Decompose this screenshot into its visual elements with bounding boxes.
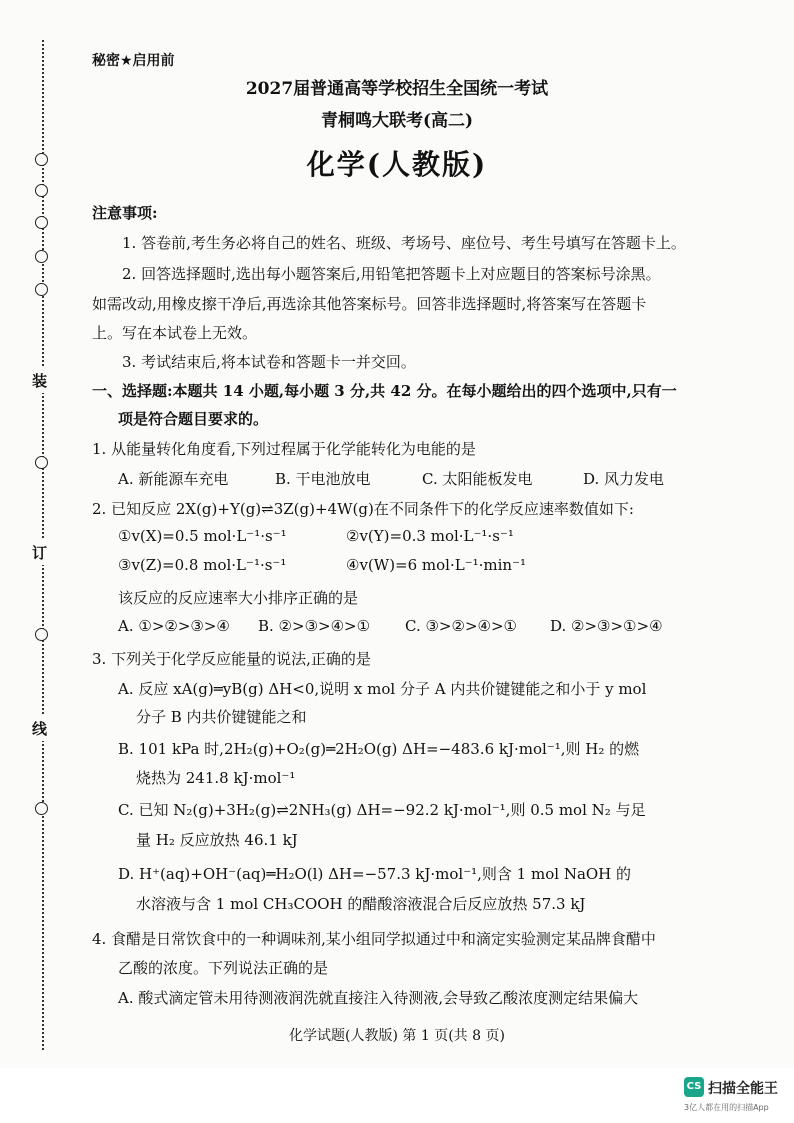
scanner-strip	[0, 1068, 794, 1123]
exam-subtitle: 青桐鸣大联考(高二)	[320, 111, 474, 131]
q3-option-a-cont: 分子 B 内共价键键能之和	[136, 708, 307, 726]
section-heading: 一、选择题:本题共 14 小题,每小题 3 分,共 42 分。在每小题给出的四个选项中,只有一	[92, 382, 677, 400]
q1-option-a: A. 新能源车充电	[118, 470, 229, 488]
binding-hole	[35, 184, 48, 197]
page-footer: 化学试题(人教版) 第 1 页(共 8 页)	[289, 1028, 505, 1044]
q2-question: 该反应的反应速率大小排序正确的是	[118, 589, 359, 607]
notice-line: 如需改动,用橡皮擦干净后,再选涂其他答案标号。回答非选择题时,将答案写在答题卡	[92, 295, 647, 313]
camscanner-tagline: 3亿人都在用的扫描App	[684, 1103, 769, 1112]
binding-char-xian: 线	[32, 716, 47, 741]
binding-hole	[35, 216, 48, 229]
q3-option-d-cont: 水溶液与含 1 mol CH₃COOH 的醋酸溶液混合后反应放热 57.3 kJ	[136, 895, 586, 913]
secret-label: 秘密★启用前	[92, 53, 175, 69]
binding-hole	[35, 628, 48, 641]
q3-option-d: D. H⁺(aq)+OH⁻(aq)═H₂O(l) ΔH=−57.3 kJ·mol⁻¹,则含 1 mol NaOH 的	[118, 865, 632, 883]
binding-char-ding: 订	[32, 540, 47, 565]
q2-option-c: C. ③>②>④>①	[405, 617, 517, 635]
q2-rate-4: ④v(W)=6 mol·L⁻¹·min⁻¹	[346, 556, 527, 574]
q2-rate-1: ①v(X)=0.5 mol·L⁻¹·s⁻¹	[118, 527, 287, 545]
notice-heading: 注意事项:	[92, 204, 158, 222]
q2-option-d: D. ②>③>①>④	[550, 617, 663, 635]
subject-title: 化学(人教版)	[306, 148, 488, 181]
binding-char-zhuang: 装	[32, 368, 47, 393]
binding-hole	[35, 250, 48, 263]
binding-hole	[35, 456, 48, 469]
q1-option-d: D. 风力发电	[583, 470, 665, 488]
exam-title: 2027届普通高等学校招生全国统一考试	[245, 79, 549, 99]
q4-stem: 4. 食醋是日常饮食中的一种调味剂,某小组同学拟通过中和滴定实验测定某品牌食醋中	[92, 930, 656, 948]
q4-stem-cont: 乙酸的浓度。下列说法正确的是	[118, 959, 329, 977]
q1-option-c: C. 太阳能板发电	[422, 470, 533, 488]
q2-option-b: B. ②>③>④>①	[258, 617, 371, 635]
q3-option-b: B. 101 kPa 时,2H₂(g)+O₂(g)═2H₂O(g) ΔH=−483.6 kJ·mol⁻¹,则 H₂ 的燃	[118, 740, 640, 758]
section-heading-cont: 项是符合题目要求的。	[118, 410, 269, 428]
q3-stem: 3. 下列关于化学反应能量的说法,正确的是	[92, 650, 371, 668]
notice-line: 3. 考试结束后,将本试卷和答题卡一并交回。	[122, 353, 416, 371]
q2-option-a: A. ①>②>③>④	[118, 617, 230, 635]
binding-hole	[35, 283, 48, 296]
q2-stem: 2. 已知反应 2X(g)+Y(g)⇌3Z(g)+4W(g)在不同条件下的化学反应速率数值如下:	[92, 500, 634, 518]
notice-line: 1. 答卷前,考生务必将自己的姓名、班级、考场号、座位号、考生号填写在答题卡上。	[122, 234, 686, 252]
q3-option-c-cont: 量 H₂ 反应放热 46.1 kJ	[136, 831, 298, 849]
camscanner-name: 扫描全能王	[708, 1081, 778, 1097]
q3-option-b-cont: 烧热为 241.8 kJ·mol⁻¹	[136, 769, 296, 787]
binding-hole	[35, 802, 48, 815]
q3-option-a: A. 反应 xA(g)═yB(g) ΔH<0,说明 x mol 分子 A 内共价键键能之和小于 y mol	[118, 680, 647, 698]
q4-option-a: A. 酸式滴定管未用待测液润洗就直接注入待测液,会导致乙酸浓度测定结果偏大	[118, 989, 639, 1007]
q2-rate-2: ②v(Y)=0.3 mol·L⁻¹·s⁻¹	[346, 527, 514, 545]
camscanner-logo: CS	[684, 1077, 704, 1097]
notice-line: 2. 回答选择题时,选出每小题答案后,用铅笔把答题卡上对应题目的答案标号涂黑。	[122, 265, 661, 283]
notice-line: 上。写在本试卷上无效。	[92, 324, 258, 342]
q1-option-b: B. 干电池放电	[275, 470, 371, 488]
q3-option-c: C. 已知 N₂(g)+3H₂(g)⇌2NH₃(g) ΔH=−92.2 kJ·mol⁻¹,则 0.5 mol N₂ 与足	[118, 801, 646, 819]
q2-rate-3: ③v(Z)=0.8 mol·L⁻¹·s⁻¹	[118, 556, 287, 574]
q1-stem: 1. 从能量转化角度看,下列过程属于化学能转化为电能的是	[92, 440, 476, 458]
